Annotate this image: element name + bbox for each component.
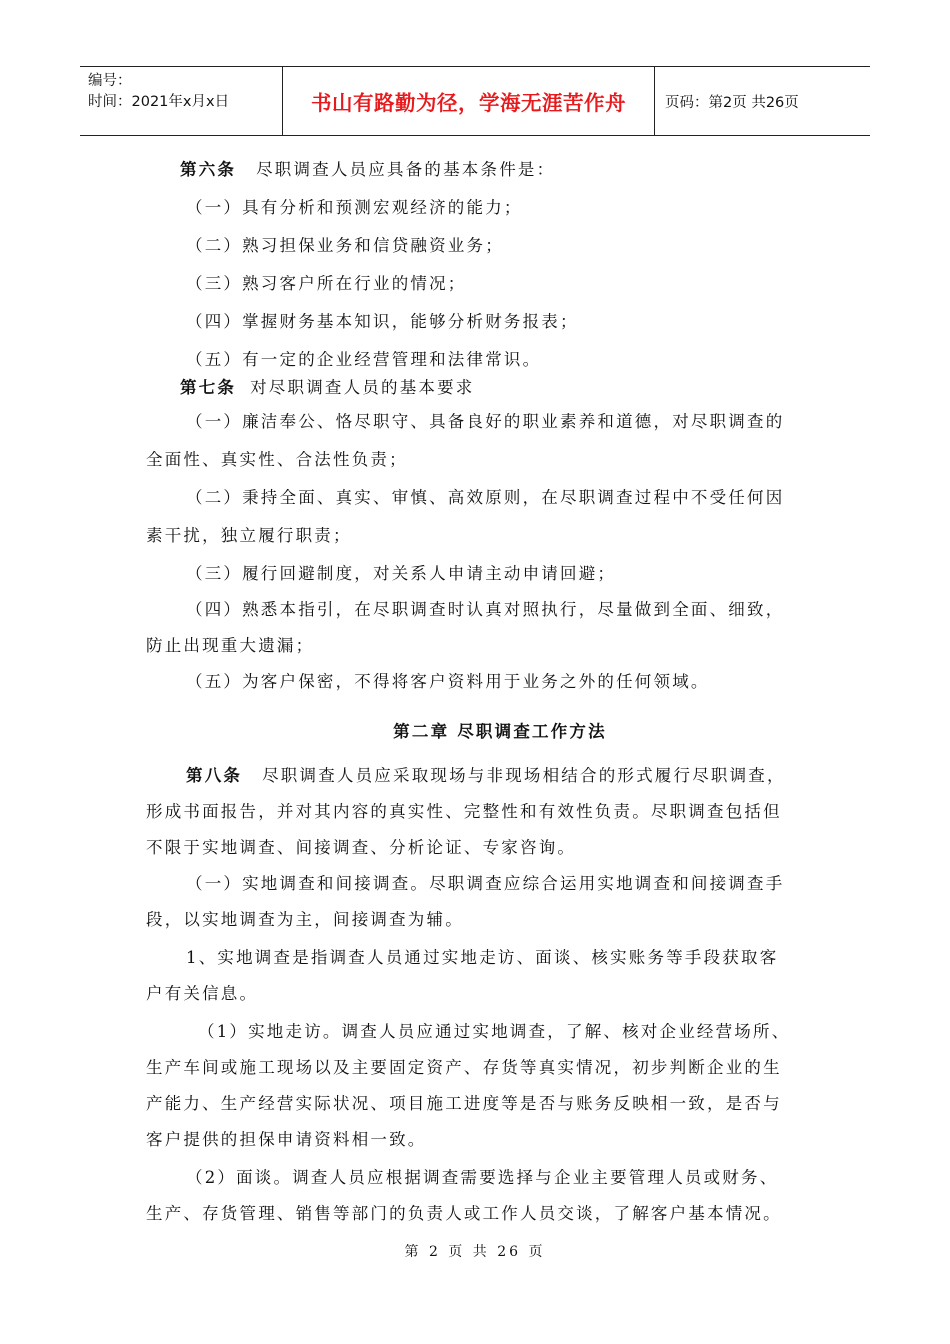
number-label: 编号： [88,73,132,89]
document-header [80,66,870,136]
article-8-item-1-line-2: 段，以实地调查为主，间接调查为辅。 [146,910,464,929]
article-7-item-5: （五）为客户保密，不得将客户资料用于业务之外的任何领域。 [186,672,710,691]
article-6-item-2: （二）熟习担保业务和信贷融资业务； [186,236,504,255]
article-7-item-1-line-1: （一）廉洁奉公、恪尽职守、具备良好的职业素养和道德，对尽职调查的 [186,412,785,431]
article-6-title: 第六条 [180,160,237,179]
article-8-sub-1-line-1: （1）实地走访。调查人员应通过实地调查，了解、核对企业经营场所、 [198,1022,791,1041]
article-6-item-5: （五）有一定的企业经营管理和法律常识。 [186,350,542,369]
motto-text: 书山有路勤为径，学海无涯苦作舟 [311,91,626,115]
article-8-point-1-line-2: 户有关信息。 [146,984,259,1003]
article-8-line-2: 形成书面报告，并对其内容的真实性、完整性和有效性负责。尽职调查包括但 [146,802,782,821]
time-label: 时间：2021年x月x日 [88,94,230,110]
header-motto-cell [283,67,655,135]
article-7-item-3: （三）履行回避制度，对关系人申请主动申请回避； [186,564,617,583]
chapter-2-heading: 第二章 尽职调查工作方法 [393,722,607,741]
article-6-text: 尽职调查人员应具备的基本条件是： [256,160,556,179]
page-code: 页码：第2页 共26页 [665,94,799,111]
article-8-point-1-line-1: 1、实地调查是指调查人员通过实地走访、面谈、核实账务等手段获取客 [186,948,779,967]
article-8-sub-2-line-2: 生产、存货管理、销售等部门的负责人或工作人员交谈，了解客户基本情况。 [146,1204,782,1223]
article-8-sub-1-line-3: 产能力、生产经营实际状况、项目施工进度等是否与账务反映相一致，是否与 [146,1094,782,1113]
article-7-item-2-line-2: 素干扰，独立履行职责； [146,526,352,545]
article-8-line-3: 不限于实地调查、间接调查、分析论证、专家咨询。 [146,838,577,857]
article-7-item-1-line-2: 全面性、真实性、合法性负责； [146,450,408,469]
article-8-text: 尽职调查人员应采取现场与非现场相结合的形式履行尽职调查， [262,766,786,785]
header-left-cell [80,67,283,135]
article-6-item-4: （四）掌握财务基本知识，能够分析财务报表； [186,312,579,331]
article-7 [180,376,475,400]
article-6-item-3: （三）熟习客户所在行业的情况； [186,274,467,293]
header-page-cell [655,67,870,135]
page-footer: 第 2 页 共 26 页 [404,1244,546,1260]
article-8-item-1-line-1: （一）实地调查和间接调查。尽职调查应综合运用实地调查和间接调查手 [186,874,785,893]
article-7-text: 对尽职调查人员的基本要求 [250,378,475,397]
article-7-title: 第七条 [180,378,237,397]
article-7-item-4-line-1: （四）熟悉本指引，在尽职调查时认真对照执行，尽量做到全面、细致， [186,600,785,619]
article-8-sub-1-line-2: 生产车间或施工现场以及主要固定资产、存货等真实情况，初步判断企业的生 [146,1058,782,1077]
article-7-item-2-line-1: （二）秉持全面、真实、审慎、高效原则，在尽职调查过程中不受任何因 [186,488,785,507]
article-8-line-1 [186,764,786,788]
article-6-item-1: （一）具有分析和预测宏观经济的能力； [186,198,523,217]
article-8-title: 第八条 [186,766,243,785]
article-6 [180,158,555,182]
article-7-item-4-line-2: 防止出现重大遗漏； [146,636,315,655]
article-8-sub-1-line-4: 客户提供的担保申请资料相一致。 [146,1130,427,1149]
article-8-sub-2-line-1: （2）面谈。调查人员应根据调查需要选择与企业主要管理人员或财务、 [186,1168,779,1187]
